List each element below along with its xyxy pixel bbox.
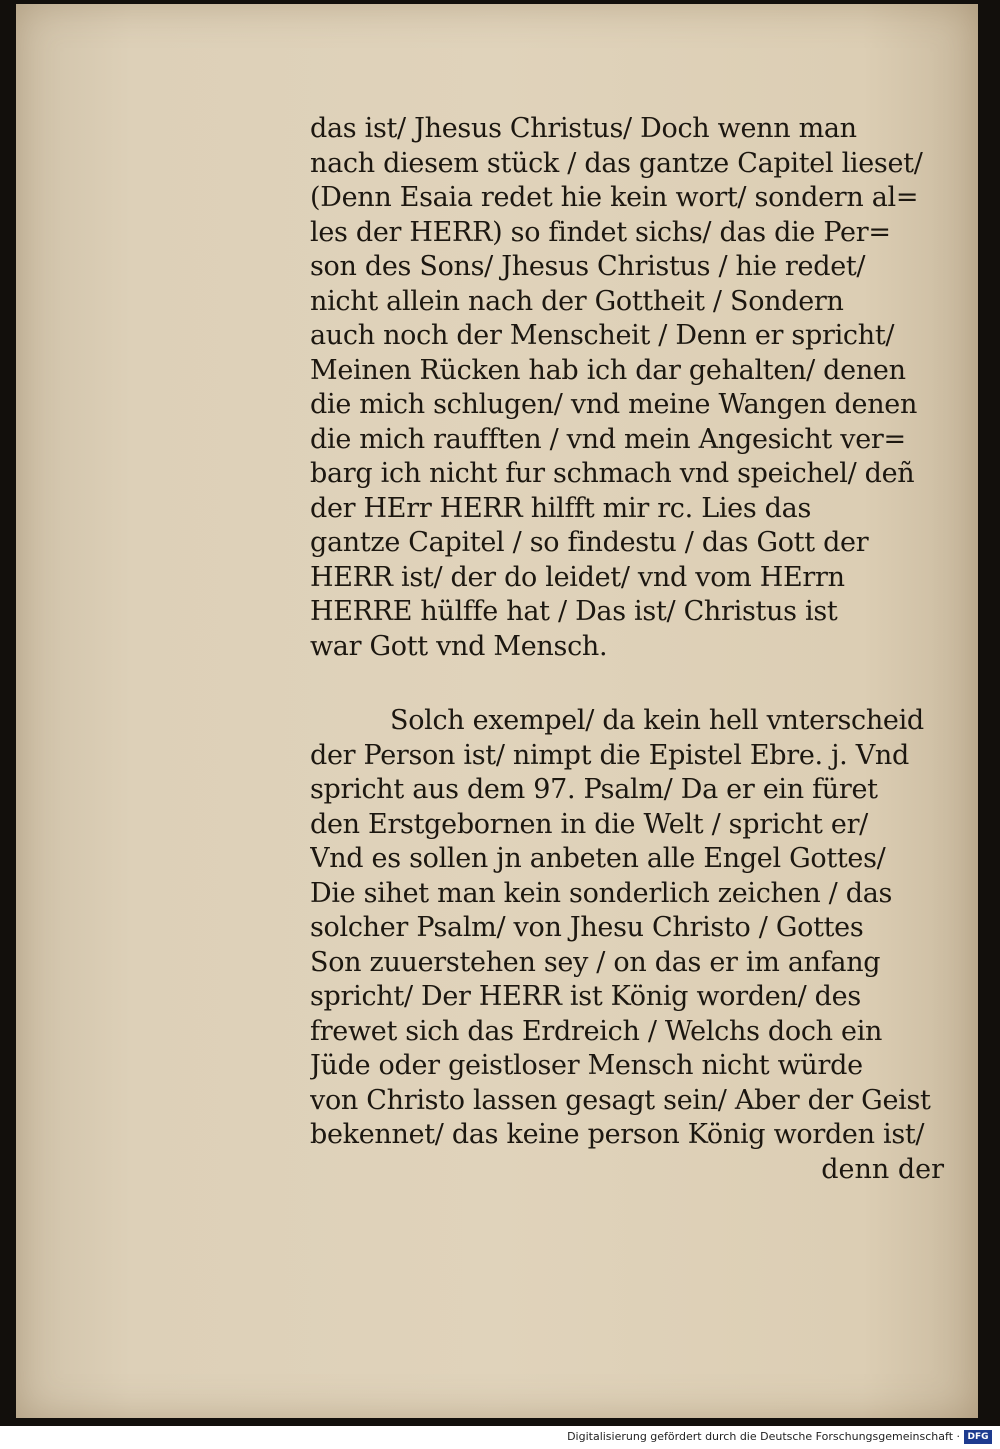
text-block (310, 112, 950, 1187)
text-line: nach diesem stück / das gantze Capitel lieset/ (310, 147, 923, 179)
text-line: von Christo lassen gesagt sein/ Aber der Geist (310, 1084, 931, 1116)
text-line: Die sihet man kein sonderlich zeichen / das (310, 877, 893, 909)
text-line: nicht allein nach der Gottheit / Sondern (310, 285, 844, 317)
text-line: bekennet/ das keine person König worden ist/ (310, 1119, 925, 1150)
text-line: solcher Psalm/ von Jhesu Christo / Gottes (310, 912, 864, 943)
text-line: auch noch der Menscheit / Denn er spricht/ (310, 320, 895, 351)
document-page (16, 4, 978, 1418)
text-line: der Person ist/ nimpt die Epistel Ebre. j. Vnd (310, 739, 910, 771)
text-line: Solch exempel/ da kein hell vnterscheid (390, 705, 924, 736)
text-line: der HErr HERR hilfft mir rc. Lies das (310, 492, 812, 524)
text-line: den Erstgebornen in die Welt / spricht er/ (310, 808, 868, 840)
text-line: war Gott vnd Mensch. (310, 630, 608, 662)
text-line: das ist/ Jhesus Christus/ Doch wenn man (310, 113, 857, 144)
dfg-logo-icon: DFG (964, 1430, 992, 1444)
text-line: frewet sich das Erdreich / Welchs doch ein (310, 1015, 883, 1047)
text-line: (Denn Esaia redet hie kein wort/ sondern al= (310, 182, 919, 213)
paragraph-gap (310, 664, 950, 704)
text-line: HERRE hülffe hat / Das ist/ Christus ist (310, 596, 838, 627)
paragraph-2 (310, 704, 950, 1153)
text-line: Meinen Rücken hab ich dar gehalten/ denen (310, 354, 906, 386)
text-line: gantze Capitel / so findestu / das Gott der (310, 527, 869, 558)
text-line: Son zuuerstehen sey / on das er im anfang (310, 946, 881, 978)
paragraph-1 (310, 112, 950, 664)
text-line: die mich schlugen/ vnd meine Wangen denen (310, 389, 918, 420)
text-line: spricht aus dem 97. Psalm/ Da er ein füret (310, 774, 878, 805)
text-line: Jüde oder geistloser Mensch nicht würde (310, 1050, 863, 1081)
footer-credit: Digitalisierung gefördert durch die Deutsche Forschungsgemeinschaft · (567, 1430, 960, 1443)
text-line: spricht/ Der HERR ist König worden/ des (310, 981, 861, 1012)
text-line: les der HERR) so findet sichs/ das die Per= (310, 216, 891, 248)
footer-bar (0, 1426, 1000, 1449)
text-line: die mich raufften / vnd mein Angesicht ver= (310, 423, 906, 455)
text-line: son des Sons/ Jhesus Christus / hie redet/ (310, 251, 866, 282)
text-line: HERR ist/ der do leidet/ vnd vom HErrn (310, 561, 845, 593)
text-line: Vnd es sollen jn anbeten alle Engel Gottes/ (310, 843, 886, 874)
catchword: denn der (821, 1153, 944, 1185)
text-line: barg ich nicht fur schmach vnd speichel/ deñ (310, 458, 915, 489)
